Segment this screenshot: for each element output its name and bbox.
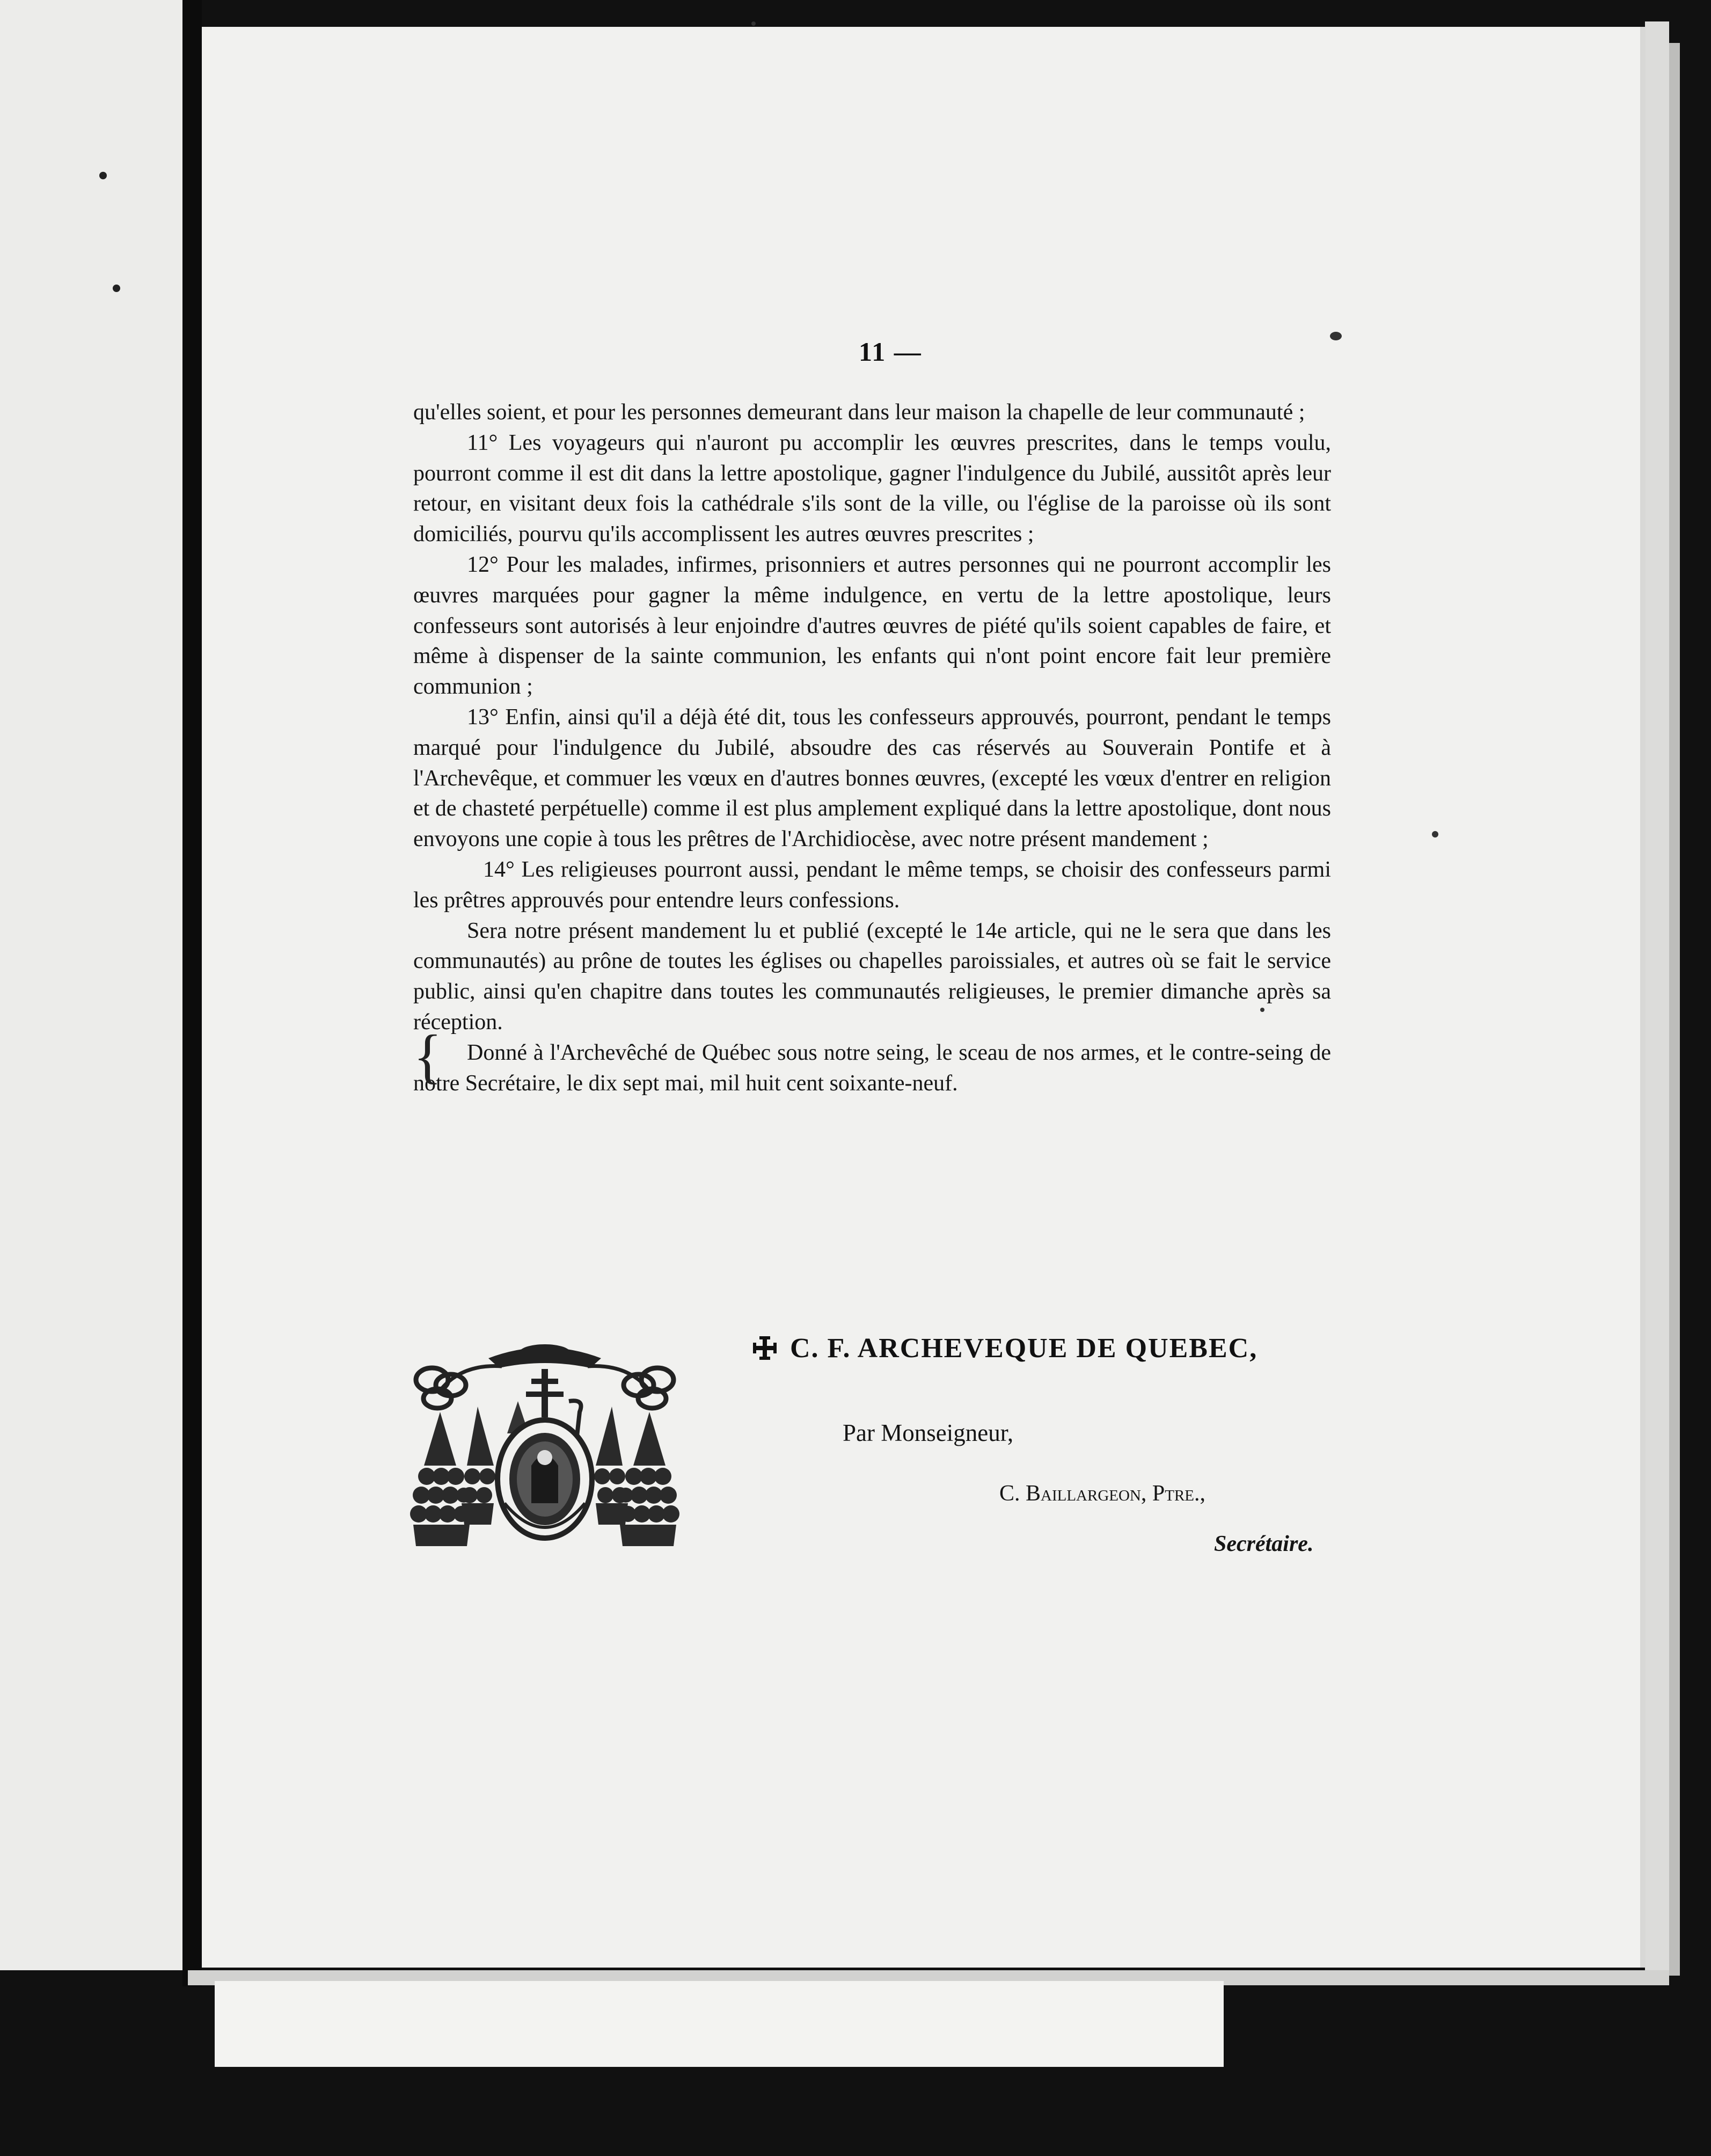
by-monseigneur: Par Monseigneur, — [843, 1419, 1014, 1446]
paragraph-article-12: 12° Pour les malades, infirmes, prisonniers et autres personnes qui ne pourront accomplir les œuvres marquées pour gagner la même indulgence, en vertu de la lettre apostolique, leurs confesseurs sont autorisés à leur enjoindre d'autres œuvres de piété qu'ils soient capables de faire, et même à dispenser de la sainte communion, les enfants qui n'ont point encore fait leur première communion ; — [413, 552, 1331, 700]
archbishop-signature — [751, 1332, 1336, 1364]
paragraph: qu'elles soient, et pour les personnes demeurant dans leur maison la chapelle de leur communauté ; — [413, 400, 1305, 425]
signature-name: C. F. ARCHEVEQUE DE QUEBEC, — [790, 1333, 1258, 1364]
scan-speck — [1432, 831, 1438, 837]
page-stack-bottom — [215, 1981, 1224, 2067]
paragraph-article-11: 11° Les voyageurs qui n'auront pu accomplir les œuvres prescrites, dans le temps voulu, pourront comme il est dit dans la lettre apostolique, gagner l'indulgence du Jubilé, aussitôt après leur retour, en visitant deux fois la cathédrale s'ils sont de la ville, ou l'église de la paroisse où ils sont domiciliés, pourvu qu'ils accomplissent les autres œuvres prescrites ; — [413, 430, 1331, 547]
page-edge-shadow — [1669, 43, 1680, 1976]
page-edge — [1645, 21, 1669, 1970]
paragraph-publication: Sera notre présent mandement lu et publié (excepté le 14e article, qui ne le sera que dans les communautés) au prône de toutes les églises ou chapelles paroissiales, et autres où se fait le service public, ainsi qu'en chapitre dans toutes les communautés religieuses, le premier dimanche après sa réception. — [413, 918, 1331, 1035]
paragraph-given-at: Donné à l'Archevêché de Québec sous notre seing, le sceau de nos armes, et le contre-seing de notre Secrétaire, le dix sept mai, mil huit cent soixante-neuf. — [413, 1040, 1331, 1096]
secretary-title: Secrétaire. — [1214, 1532, 1314, 1556]
scan-speck — [1330, 332, 1342, 340]
cross-icon — [751, 1335, 778, 1361]
page-number: 11 — — [859, 337, 922, 367]
coat-of-arms-icon — [408, 1342, 682, 1568]
secretary-name: C. Baillargeon, Ptre., — [999, 1481, 1206, 1506]
paragraph-article-14: 14° Les religieuses pourront aussi, pendant le même temps, se choisir des confesseurs parmi les prêtres approuvés pour entendre leurs confessions. — [413, 857, 1331, 913]
paragraph-article-13: 13° Enfin, ainsi qu'il a déjà été dit, tous les confesseurs approuvés, pourront, pendant le temps marqué pour l'indulgence du Jubilé, absoudre des cas réservés au Souverain Pontife et à l'Archevêque, et commuer les vœux en d'autres bonnes œuvres, (excepté les vœux d'entrer en religion et de chasteté perpétuelle) comme il est plus amplement expliqué dans la lettre apostolique, dont nous envoyons une copie à tous les prêtres de l'Archidiocèse, avec notre présent mandement ; — [413, 704, 1331, 852]
scan-speck — [751, 21, 756, 26]
body-text — [413, 397, 1331, 1098]
curly-brace-mark: { — [413, 1023, 442, 1090]
book-gutter — [182, 0, 202, 1986]
facing-page — [0, 0, 182, 1970]
